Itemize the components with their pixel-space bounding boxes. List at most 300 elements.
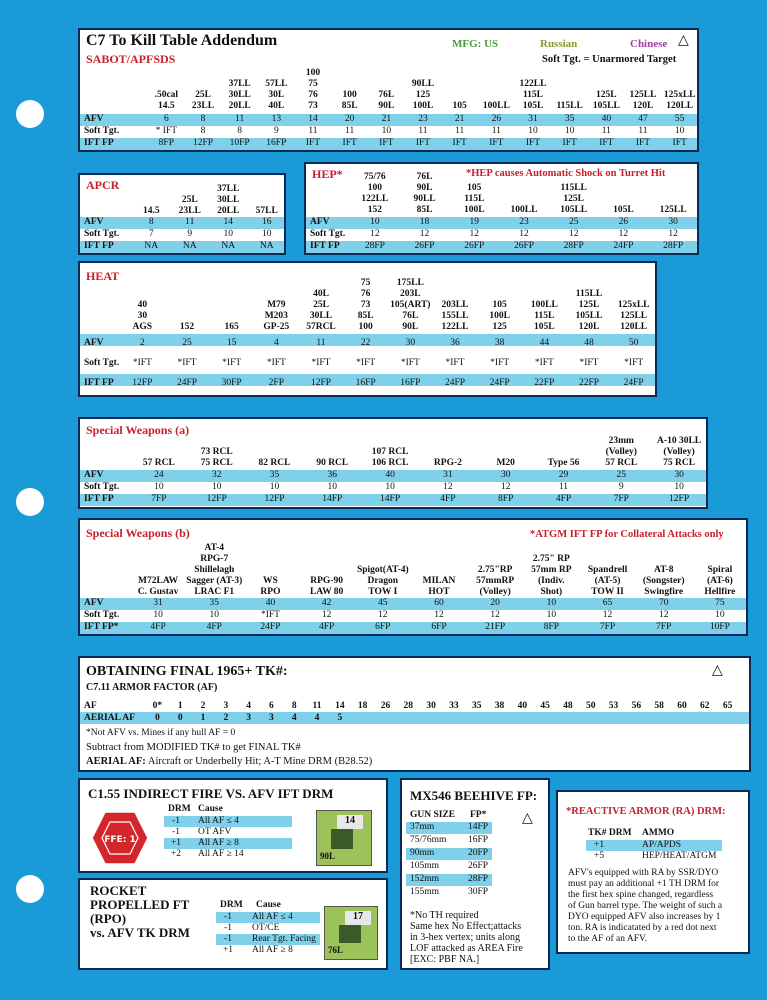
ra-ammo: AP/APDS	[642, 840, 682, 850]
afv-value: 30	[668, 217, 678, 227]
column-header: 37LL 30LL 20LL	[217, 184, 240, 216]
mfg-russian: Russian	[540, 38, 578, 50]
indirect-fire-panel	[78, 778, 388, 873]
afv-value: 19	[469, 217, 480, 227]
column-header: 40L 25L 30LL 57RCL	[306, 289, 336, 332]
column-header: 57LL	[255, 206, 278, 216]
apcr-title: APCR	[86, 178, 120, 192]
counter-gun: 76L	[328, 945, 344, 955]
afv-row-label: AFV	[84, 217, 104, 227]
column-header: MILAN HOT	[422, 576, 456, 597]
afv-value: 35	[564, 114, 575, 124]
soft-target-definition: Soft Tgt. = Unarmored Target	[542, 54, 677, 65]
mfg-us: MFG: US	[452, 38, 499, 50]
ift-value: 4FP	[440, 494, 456, 504]
column-header: 75/76 100 122LL 152	[361, 172, 389, 215]
column-header: Spiral (AT-6) Hellfire	[704, 565, 736, 597]
ift-value: 24FP	[613, 241, 634, 251]
ift-row-label: IFT FP	[84, 241, 114, 251]
afv-value: 36	[327, 470, 338, 480]
ift-value: 24FP	[489, 378, 510, 388]
ift-value: 4FP	[150, 622, 166, 632]
ift-value: 12FP	[192, 138, 214, 148]
column-header: 100 75 76 73	[305, 68, 321, 111]
column-header: 105 100L 125	[489, 300, 510, 332]
ift-value: IFT	[562, 138, 577, 148]
ift-value: 26FP	[513, 241, 535, 251]
rpo-cause-header: Cause	[256, 900, 281, 910]
soft-value: 10	[385, 482, 395, 492]
afv-value: 8	[200, 114, 206, 124]
ra-title: *REACTIVE ARMOR (RA) DRM:	[566, 806, 726, 817]
soft-value: 12	[434, 610, 444, 620]
ift-value: 7FP	[656, 622, 672, 632]
beehive-note: *No TH required Same hex No Effect;attacks in 3-hex vertex; units along LOF attacked as AREA Fire [EXC: PBF NA.]	[410, 910, 523, 965]
soft-value: *IFT	[490, 358, 510, 368]
afv-value: 23	[519, 217, 529, 227]
column-header: RPG-2	[433, 458, 462, 468]
tank-silhouette-icon	[339, 925, 361, 943]
aerial-af-value: 2	[223, 713, 229, 723]
af-value: 14	[335, 701, 345, 711]
column-header: 75 76 73 85L 100	[357, 278, 374, 332]
soft-value: *IFT	[445, 358, 465, 368]
af-value: 18	[357, 701, 368, 711]
ift-value: 8FP	[543, 622, 560, 632]
soft-value: 11	[638, 126, 648, 136]
column-header: 165	[224, 322, 239, 332]
afv-row-label: AFV	[310, 217, 330, 227]
drm-cause: All AF ≥ 14	[198, 849, 244, 859]
column-header: 76L 90L	[378, 90, 395, 111]
soft-value: *IFT	[624, 358, 644, 368]
soft-value: * IFT	[155, 126, 178, 136]
counter-value: 14	[337, 815, 363, 829]
soft-value: 9	[273, 126, 279, 136]
soft-value: 10	[715, 610, 725, 620]
gun-size: 37mm	[410, 822, 435, 832]
drm-cause: OT AFV	[198, 827, 232, 837]
column-header: 125L 105LL	[592, 90, 620, 111]
ift-value: IFT	[489, 138, 504, 148]
soft-value: 12	[370, 229, 380, 239]
drm-cause: OT/CE	[252, 923, 280, 933]
ift-value: 16FP	[400, 378, 421, 388]
column-header: 37LL 30LL 20LL	[228, 79, 251, 111]
soft-value: 12	[658, 610, 669, 620]
soft-value: 10	[211, 482, 222, 492]
column-header: 122LL 115L 105L	[519, 79, 547, 111]
ift-value: 12FP	[264, 494, 285, 504]
ra-ammo-header: AMMO	[642, 828, 675, 838]
column-header: 90LL 125 100L	[411, 79, 435, 111]
af-value: 60	[677, 701, 687, 711]
afv-value: 21	[454, 114, 465, 124]
drm-cause: Rear Tgt. Facing	[252, 934, 316, 944]
ift-value: NA	[259, 241, 274, 251]
column-header: 203LL 155LL 122LL	[441, 300, 469, 332]
drm-value: -1	[224, 934, 232, 944]
soft-value: *IFT	[400, 358, 420, 368]
column-header: 100LL	[510, 205, 538, 215]
drm-value: -1	[224, 923, 232, 933]
column-header: .50cal 14.5	[154, 90, 179, 111]
ift-value: 6FP	[431, 622, 447, 632]
column-header: RPG-90 LAW 80	[309, 576, 344, 597]
afv-value: 11	[316, 338, 326, 348]
afv-value: 14	[223, 217, 233, 227]
column-header: M20	[496, 458, 515, 468]
soft-value: 10	[153, 610, 163, 620]
af-value: 45	[540, 701, 550, 711]
afv-value: 40	[601, 114, 612, 124]
afv-value: 42	[321, 598, 332, 608]
ift-value: 24FP	[176, 378, 198, 388]
af-value: 0*	[152, 701, 163, 711]
beehive-fp: 30FP	[468, 887, 489, 897]
column-header: 125xLL 125LL 120LL	[617, 300, 650, 332]
afv-value: 35	[209, 598, 219, 608]
column-header: 107 RCL 106 RCL	[371, 447, 409, 468]
ift-value: 12FP	[132, 378, 153, 388]
soft-row-label: Soft Tgt.	[84, 229, 120, 239]
drm-value: +2	[170, 849, 182, 859]
ift-value: 28FP	[663, 241, 684, 251]
column-header: Spandrell (AT-5) TOW II	[587, 565, 628, 597]
column-header: AT-8 (Songster) Swingfire	[642, 565, 685, 597]
af-value: 1	[177, 701, 183, 711]
afv-value: 31	[528, 114, 538, 124]
drm-cause: All AF ≤ 4	[252, 912, 293, 922]
afv-value: 25	[568, 217, 579, 227]
column-header: 90 RCL	[316, 458, 349, 468]
ift-value: IFT	[452, 138, 467, 148]
soft-value: 12	[602, 610, 613, 620]
final-note-3: AERIAL AF: Aircraft or Underbelly Hit; A-T Mine DRM (B28.52)	[86, 756, 373, 767]
fp-header: FP*	[470, 810, 487, 820]
afv-row-label: AFV	[84, 114, 104, 124]
column-header: Type 56	[547, 458, 580, 468]
afv-value: 15	[226, 338, 237, 348]
soft-value: 11	[455, 126, 465, 136]
soft-value: 10	[381, 126, 392, 136]
soft-value: *IFT	[222, 358, 242, 368]
c155-title: C1.55 INDIRECT FIRE VS. AFV IFT DRM	[88, 786, 334, 801]
soft-value: 9	[187, 229, 193, 239]
column-header: 152	[179, 322, 195, 332]
c7-sabot-panel	[78, 28, 699, 152]
column-header: Spigot(AT-4) Dragon TOW I	[356, 565, 409, 597]
final-note-2: Subtract from MODIFIED TK# to get FINAL TK#	[86, 742, 301, 753]
soft-value: 10	[528, 126, 538, 136]
column-header: 105L	[613, 205, 634, 215]
af-value: 40	[517, 701, 528, 711]
ift-value: 24FP	[444, 378, 466, 388]
drm-value: -1	[172, 827, 180, 837]
beehive-title: MX546 BEEHIVE FP:	[410, 788, 538, 803]
beehive-fp: 20FP	[468, 848, 489, 858]
aerial-af-value: 4	[314, 713, 320, 723]
ift-row-label: IFT FP	[84, 378, 114, 388]
soft-value: *IFT	[266, 358, 286, 368]
afv-value: 30	[405, 338, 416, 348]
ift-value: 2FP	[268, 378, 284, 388]
binder-hole	[16, 875, 44, 903]
af-value: 56	[631, 701, 642, 711]
soft-value: 11	[345, 126, 355, 136]
soft-value: 8	[237, 126, 243, 136]
column-header: 14.5	[142, 206, 160, 216]
column-header: 175LL 203L 105(ART) 76L 90L	[390, 278, 431, 332]
ift-value: NA	[221, 241, 236, 251]
ift-value: 4FP	[318, 622, 335, 632]
afv-value: 45	[378, 598, 388, 608]
ift-row-label: IFT FP*	[84, 622, 119, 632]
drm-value: -1	[224, 912, 232, 922]
ift-value: 7FP	[613, 494, 629, 504]
column-header: 82 RCL	[258, 458, 291, 468]
column-header: 105 115L 100L	[463, 183, 485, 215]
ift-value: 28FP	[563, 241, 584, 251]
afv-value: 2	[139, 338, 145, 348]
soft-value: *IFT	[356, 358, 376, 368]
drm-value: -1	[172, 816, 180, 826]
afv-value: 25	[616, 470, 627, 480]
soft-value: 10	[546, 610, 557, 620]
ift-value: 14FP	[322, 494, 343, 504]
ra-drm: +5	[594, 851, 605, 861]
ift-value: IFT	[525, 138, 541, 148]
ift-value: 30FP	[221, 378, 242, 388]
soft-value: 12	[469, 229, 480, 239]
afv-value: 55	[674, 114, 685, 124]
afv-value: 65	[602, 598, 613, 608]
soft-value: *IFT	[132, 358, 152, 368]
afv-value: 48	[584, 338, 594, 348]
ift-value: IFT	[635, 138, 651, 148]
aerial-af-value: 3	[269, 713, 274, 723]
ift-value: 12FP	[310, 378, 332, 388]
gun-size: 152mm	[410, 874, 440, 884]
afv-value: 6	[163, 114, 169, 124]
soft-value: 11	[418, 126, 428, 136]
ift-value: 4FP	[555, 494, 572, 504]
column-header: 40 30 AGS	[132, 300, 153, 332]
afv-value: 16	[262, 217, 272, 227]
af-value: 50	[585, 701, 596, 711]
triangle-icon: △	[712, 662, 723, 678]
armor-factor-subtitle: C7.11 ARMOR FACTOR (AF)	[86, 682, 218, 693]
afv-value: 75	[715, 598, 725, 608]
af-value: 65	[722, 701, 733, 711]
ift-value: NA	[144, 241, 159, 251]
heat-title: HEAT	[86, 269, 120, 283]
af-value: 4	[246, 701, 251, 711]
ift-value: IFT	[599, 138, 614, 148]
ift-value: IFT	[672, 138, 687, 148]
soft-value: 10	[269, 482, 280, 492]
af-value: 2	[200, 701, 206, 711]
ift-value: 10FP	[229, 138, 250, 148]
af-value: 58	[654, 701, 664, 711]
afv-value: 18	[419, 217, 430, 227]
aerial-af-value: 4	[291, 713, 297, 723]
afv-value: 47	[638, 114, 648, 124]
column-header: 76L 90L 90LL 85L	[413, 172, 436, 215]
ift-value: 16FP	[355, 378, 376, 388]
afv-row-label: AFV	[84, 598, 104, 608]
afv-value: 8	[148, 217, 154, 227]
final-note-1: *Not AFV vs. Mines if any hull AF = 0	[86, 728, 236, 738]
afv-row-label: AFV	[84, 470, 104, 480]
drm-cause: All AF ≥ 8	[198, 838, 239, 848]
beehive-panel	[400, 778, 550, 970]
column-header: 57 RCL	[142, 458, 175, 468]
ift-value: 22FP	[578, 378, 600, 388]
gun-size-header: GUN SIZE	[410, 810, 456, 820]
column-header: 125xLL 120LL	[663, 90, 696, 111]
soft-value: 12	[490, 610, 500, 620]
afv-value: 20	[344, 114, 355, 124]
column-header: 100LL	[482, 101, 510, 111]
column-header: 25L 23LL	[191, 90, 215, 111]
soft-value: 9	[618, 482, 624, 492]
afv-value: 32	[211, 470, 222, 480]
afv-value: 40	[265, 598, 276, 608]
ift-row-label: IFT FP	[84, 494, 114, 504]
beehive-fp: 16FP	[468, 835, 489, 845]
column-header: A-10 30LL (Volley) 75 RCL	[657, 436, 702, 468]
soft-value: *IFT	[579, 358, 599, 368]
c155-drm-header: DRM	[168, 804, 191, 814]
soft-value: *IFT	[177, 358, 197, 368]
ift-value: 16FP	[266, 138, 287, 148]
afv-value: 30	[674, 470, 684, 480]
c7-title: C7 To Kill Table Addendum	[86, 32, 278, 49]
aerial-af-value: 1	[200, 713, 206, 723]
aerial-af-value: 0	[155, 713, 160, 723]
afv-value: 30	[500, 470, 511, 480]
column-header: 2.75"RP 57mmRP (Volley)	[476, 565, 515, 597]
af-value: 26	[380, 701, 391, 711]
drm-cause: All AF ≤ 4	[198, 816, 239, 826]
afv-value: 11	[185, 217, 195, 227]
tank-silhouette-icon	[331, 829, 353, 849]
gun-size: 105mm	[410, 861, 440, 871]
beehive-fp: 28FP	[468, 874, 489, 884]
soft-value: 10	[564, 126, 575, 136]
soft-value: 12	[378, 610, 388, 620]
soft-value: 7	[148, 229, 154, 239]
column-header: 105	[452, 101, 467, 111]
column-header: 57LL 30L 40L	[265, 79, 288, 111]
soft-row-label: Soft Tgt.	[84, 482, 120, 492]
afv-value: 36	[450, 338, 460, 348]
spa-title: Special Weapons (a)	[86, 423, 190, 437]
af-label: AF	[84, 701, 97, 711]
soft-value: 12	[500, 482, 511, 492]
soft-value: 12	[321, 610, 332, 620]
rpo-title: ROCKET PROPELLED FT (RPO) vs. AFV TK DRM	[90, 883, 190, 940]
soft-value: 12	[443, 482, 453, 492]
column-header: WS RPO	[260, 576, 281, 597]
soft-value: *IFT	[311, 358, 331, 368]
soft-row-label: Soft Tgt.	[310, 229, 346, 239]
af-value: 11	[312, 701, 322, 711]
ift-value: NA	[182, 241, 197, 251]
column-header: M72LAW C. Gustav	[137, 576, 179, 597]
column-header: 23mm (Volley) 57 RCL	[605, 436, 638, 468]
rpo-panel	[78, 878, 388, 970]
ift-value: 26FP	[414, 241, 435, 251]
final-title: OBTAINING FINAL 1965+ TK#:	[86, 664, 288, 679]
afv-value: 26	[491, 114, 502, 124]
spb-note: *ATGM IFT FP for Collateral Attacks only	[530, 529, 724, 540]
af-value: 35	[471, 701, 482, 711]
afv-value: 31	[443, 470, 453, 480]
column-header: AT-4 RPG-7 Shillelagh Sagger (AT-3) LRAC F1	[186, 543, 243, 597]
drm-value: +1	[170, 838, 182, 848]
beehive-fp: 26FP	[468, 861, 489, 871]
ift-value: 21FP	[485, 622, 506, 632]
af-value: 62	[700, 701, 710, 711]
ift-value: 24FP	[260, 622, 281, 632]
afv-row-label: AFV	[84, 338, 104, 348]
af-value: 38	[494, 701, 505, 711]
beehive-fp: 14FP	[468, 822, 489, 832]
ra-note: AFV's equipped with RA by SSR/DYO must pay an additional +1 TH DRM for the first hex spine changed, regardless of Gun barrel type. The weight of such a DYO equipped AFV also increases by 1 ton. RA is indicatated by a red dot next to the AF of an AFV.	[568, 868, 723, 944]
binder-hole	[16, 100, 44, 128]
c155-cause-header: Cause	[198, 804, 223, 814]
column-header: 115LL 125L 105LL 120L	[575, 289, 603, 332]
ffe-hex-label: FFE: 1	[104, 835, 136, 845]
ffe-hex-counter	[90, 810, 150, 866]
afv-value: 35	[269, 470, 280, 480]
afv-value: 50	[628, 338, 639, 348]
soft-value: 12	[668, 229, 678, 239]
soft-value: 10	[674, 126, 685, 136]
soft-value: 11	[308, 126, 318, 136]
afv-value: 10	[370, 217, 380, 227]
afv-value: 44	[539, 338, 550, 348]
soft-value: 11	[558, 482, 569, 492]
af-value: 48	[563, 701, 573, 711]
column-header: 115LL 125L 105LL	[560, 183, 588, 215]
af-value: 30	[426, 701, 436, 711]
soft-value: 12	[618, 229, 629, 239]
gun-size: 155mm	[410, 887, 440, 897]
soft-value: 12	[568, 229, 579, 239]
soft-row-label: Soft Tgt.	[84, 610, 120, 620]
ra-drm: +1	[594, 840, 605, 850]
soft-value: 10	[223, 229, 233, 239]
counter-gun: 90L	[320, 851, 336, 861]
soft-value: 12	[519, 229, 529, 239]
aerial-af-value: 3	[246, 713, 251, 723]
ift-row-label: IFT FP	[310, 241, 340, 251]
tank-counter-90l	[316, 810, 372, 866]
af-value: 6	[269, 701, 274, 711]
ra-ammo: HEP/HEAT/ATGM	[642, 851, 717, 861]
final-tk-panel	[78, 656, 751, 772]
drm-cause: All AF ≥ 8	[252, 945, 293, 955]
af-value: 3	[223, 701, 229, 711]
apcr-panel	[78, 173, 286, 255]
aerial-af-value: 0	[177, 713, 183, 723]
ift-value: 12FP	[669, 494, 690, 504]
afv-value: 70	[658, 598, 669, 608]
column-header: 100 85L	[341, 90, 358, 111]
